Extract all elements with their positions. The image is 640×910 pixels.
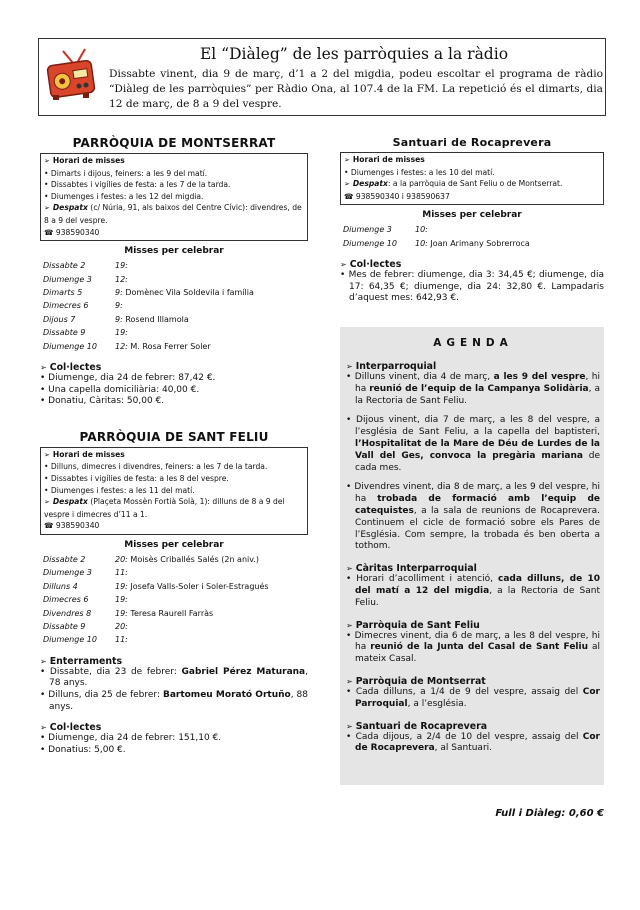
santfeliu-schedule-heading <box>44 449 304 462</box>
mass-name: M. Rosa Ferrer Soler <box>127 341 211 351</box>
santfeliu-schedule-box <box>40 447 308 535</box>
heading-text: Càritas Interparroquial <box>355 563 477 575</box>
list-item <box>40 690 308 713</box>
list-item: • Mes de febrer: diumenge, dia 3: 34,45 €; diumenge, dia 17: 64,35 €; diumenge, dia 24: 32,80 €. Lampadaris d’aquest mes: 642,93 €. <box>340 270 604 304</box>
radio-banner <box>38 38 606 116</box>
mass-time: 12: <box>115 341 128 351</box>
item-bold: Cor Parroquial <box>355 686 600 709</box>
mass-row <box>40 273 308 286</box>
montserrat-schedule-box <box>40 153 308 241</box>
rocaprevera-masses-title: Misses per celebrar <box>422 210 522 221</box>
mass-time: 19: <box>115 581 128 591</box>
mass-row <box>40 633 308 646</box>
mass-value <box>115 340 308 353</box>
list-item: • Una capella domiciliària: 40,00 €. <box>40 384 200 395</box>
mass-value <box>115 620 308 633</box>
arrow-icon: ➢ <box>346 676 353 686</box>
mass-time: 20: <box>115 621 128 631</box>
schedule-line: • Dissabtes i vigílies de festa: a les 7 de la tarda. <box>44 180 231 190</box>
schedule-line: • Diumenges i festes: a les 11 del matí. <box>44 485 195 495</box>
list-item: • Donatiu, Càritas: 50,00 €. <box>40 396 165 407</box>
mass-day: Dimecres 6 <box>43 595 89 605</box>
agenda-rocaprevera-heading <box>346 721 600 732</box>
santfeliu-title: PARRÒQUIA DE SANT FELIU <box>79 429 269 444</box>
mass-time: 19: <box>115 595 128 605</box>
mass-name: Josefa Valls-Soler i Soler-Estragués <box>127 581 269 591</box>
mass-day: Dissabte 9 <box>43 621 86 631</box>
mass-row <box>40 259 308 272</box>
enterraments-list <box>40 667 308 713</box>
mass-row <box>40 553 308 566</box>
mass-value <box>115 633 308 646</box>
arrow-icon: ➢ <box>344 180 350 189</box>
schedule-line: • Diumenges i festes: a les 10 del matí. <box>344 167 495 177</box>
mass-row <box>340 237 604 250</box>
heading-text: Col·lectes <box>49 722 102 734</box>
agenda-item <box>346 415 600 474</box>
mass-day: Diumenge 3 <box>43 274 92 284</box>
arrow-icon: ➢ <box>346 620 353 630</box>
item-bold: Cor de Rocaprevera <box>355 731 600 754</box>
mass-row <box>40 286 308 299</box>
heading-text: Horari de misses <box>52 449 125 459</box>
price-footer: Full i Diàleg: 0,60 € <box>495 808 604 819</box>
mass-time: 19: <box>115 608 128 618</box>
agenda-item <box>346 687 600 711</box>
santfeliu-collectes <box>40 733 308 756</box>
arrow-icon: ➢ <box>346 362 353 371</box>
deceased-name: Bartomeu Morató Ortuño <box>162 689 291 700</box>
item-text: • Dilluns, dia 25 de febrer: <box>40 689 163 700</box>
agenda-box <box>340 327 604 785</box>
item-text: , al Santuari. <box>434 743 493 754</box>
mass-name: Domènec Vila Soldevila i família <box>122 287 254 297</box>
enterraments-heading <box>40 656 308 667</box>
list-item: • Diumenge, dia 24 de febrer: 87,42 €. <box>40 373 216 383</box>
arrow-icon: ➢ <box>44 450 50 459</box>
rocaprevera-masses-list <box>340 223 604 250</box>
item-bold: reunió de l’equip de la Campanya Solidària <box>369 383 589 394</box>
mass-value <box>115 313 308 326</box>
mass-time: 11: <box>115 568 128 578</box>
mass-day: Divendres 8 <box>43 608 92 618</box>
mass-value <box>415 223 604 236</box>
agenda-item <box>346 631 600 666</box>
item-bold: l’Hospitalitat de la Mare de Déu de Lurdes de la Vall del Ges, convoca la pregària mariana <box>355 438 600 461</box>
item-text: • Divendres vinent, dia 8 de març, a les 9 del vespre, hi ha <box>346 482 600 505</box>
mass-value <box>115 273 308 286</box>
mass-value <box>115 593 308 606</box>
mass-value <box>115 580 308 593</box>
mass-value <box>115 553 308 566</box>
arrow-icon: ➢ <box>346 564 353 574</box>
item-text: • Cada dilluns, a 1/4 de 9 del vespre, assaig del <box>346 686 583 697</box>
heading-text: Interparroquial <box>355 361 437 372</box>
mass-value <box>415 237 604 250</box>
mass-row <box>40 566 308 579</box>
heading-text: Horari de misses <box>52 156 125 165</box>
heading-text: Col·lectes <box>49 362 102 373</box>
mass-row <box>40 593 308 606</box>
mass-day: Diumenge 10 <box>343 238 397 248</box>
banner-title: El “Diàleg” de les parròquies a la ràdio <box>199 45 509 63</box>
heading-text: Santuari de Rocaprevera <box>355 720 488 732</box>
arrow-icon: ➢ <box>44 498 50 507</box>
mass-day: Dimecres 6 <box>43 301 89 311</box>
mass-day: Dissabte 2 <box>43 261 86 271</box>
list-item: • Donatius: 5,00 €. <box>40 744 126 755</box>
item-text: , a la sala de reunions de Rocaprevera. Continuem el cicle de formació sobre els Pares de l’Església. Com sempre, la trobada és ben oberta a tothom. <box>355 505 600 552</box>
heading-text: Col·lectes <box>349 259 402 271</box>
mass-day: Dilluns 4 <box>43 581 78 591</box>
interparroquial-heading <box>346 361 600 372</box>
schedule-line: • Diumenges i festes: a les 12 del migdia. <box>44 191 204 201</box>
agenda-item <box>346 372 600 407</box>
item-text: , a l’església. <box>407 698 467 709</box>
arrow-icon: ➢ <box>346 721 353 731</box>
mass-day: Dimarts 5 <box>43 287 83 297</box>
agenda-santfeliu-heading <box>346 620 600 631</box>
mass-time: 9: <box>115 287 123 297</box>
item-bold: trobada de formació amb l’equip de catequistes <box>355 494 600 516</box>
mass-time: 10: <box>415 238 428 248</box>
mass-row <box>40 313 308 326</box>
item-text: • Dissabte, dia 23 de febrer: <box>40 666 182 677</box>
phone-line: ☎ 938590340 <box>44 227 100 237</box>
mass-day: Dijous 7 <box>43 314 76 324</box>
mass-time: 9: <box>115 301 123 311</box>
mass-name: Moisès Criballés Salés (2n aniv.) <box>127 554 260 564</box>
phone-line: ☎ 938590340 i 938590637 <box>344 191 450 201</box>
mass-row <box>40 607 308 620</box>
mass-value <box>115 299 308 312</box>
phone-line: ☎ 938590340 <box>44 521 100 531</box>
rocaprevera-collectes-heading <box>340 259 604 270</box>
banner-text: Dissabte vinent, dia 9 de març, d’1 a 2 del migdia, podeu escoltar el programa de ràdio “Diàleg de les parròquies” per Ràdio Ona, al 107.4 de la FM. La repetició és el dimarts, dia 12 de març, de 8 a 9 del vespre. <box>109 68 603 110</box>
heading-text: Horari de misses <box>352 155 425 164</box>
montserrat-masses-list <box>40 259 308 353</box>
schedule-line: • Dissabtes i vigílies de festa: a les 8 del vespre. <box>44 473 229 483</box>
arrow-icon: ➢ <box>44 157 50 165</box>
heading-text: Enterraments <box>49 655 123 667</box>
heading-text: Parròquia de Sant Feliu <box>355 619 480 631</box>
item-bold: reunió de la Junta del Casal de Sant Feliu <box>370 642 588 653</box>
arrow-icon: ➢ <box>40 656 47 666</box>
agenda-montserrat-heading <box>346 676 600 687</box>
mass-time: 11: <box>115 635 128 645</box>
agenda-item <box>346 732 600 756</box>
despatx-text: (Plaçeta Mossèn Fortià Solà, 1): dilluns de 8 a 9 del vespre i dimecres d’11 a 1. <box>44 497 285 519</box>
radio-icon <box>45 47 97 103</box>
deceased-name: Gabriel Pérez Maturana <box>181 666 306 677</box>
item-bold: a les 9 del vespre <box>493 372 586 382</box>
mass-value <box>115 259 308 272</box>
mass-time: 9: <box>115 314 123 324</box>
mass-time: 19: <box>115 261 128 271</box>
mass-value <box>115 607 308 620</box>
item-text: , 88 anys. <box>49 689 308 712</box>
montserrat-masses-title: Misses per celebrar <box>124 246 224 257</box>
santfeliu-masses-list <box>40 553 308 647</box>
schedule-line: • Dimarts i dijous, feiners: a les 9 del matí. <box>44 168 208 178</box>
arrow-icon: ➢ <box>340 260 347 270</box>
mass-name: Rosend Illamola <box>122 314 189 324</box>
right-column <box>340 136 604 305</box>
item-text: , a la Rectoria de Sant Feliu. <box>355 383 600 406</box>
list-item <box>40 667 308 690</box>
item-text: • Dijous vinent, dia 7 de març, a les 8 del vespre, a l’església de Sant Feliu, a la capella del baptisteri, <box>346 415 600 438</box>
mass-value <box>115 286 308 299</box>
rocaprevera-collectes <box>340 270 604 305</box>
mass-day: Diumenge 10 <box>43 341 97 351</box>
left-column <box>40 136 308 756</box>
item-text: • Cada dijous, a 2/4 de 10 del vespre, assaig del <box>346 731 583 742</box>
item-text: • Dimecres vinent, dia 6 de març, a les 8 del vespre, hi ha <box>346 630 600 653</box>
item-text: • Dilluns vinent, dia 4 de març, <box>346 372 494 382</box>
arrow-icon: ➢ <box>44 204 50 213</box>
mass-day: Dissabte 2 <box>43 554 86 564</box>
santfeliu-masses-title: Misses per celebrar <box>124 539 224 550</box>
arrow-icon: ➢ <box>40 723 47 733</box>
despatx-line <box>44 496 304 520</box>
agenda-item <box>346 574 600 609</box>
mass-row <box>40 620 308 633</box>
santfeliu-collectes-heading <box>40 722 308 733</box>
list-item: • Diumenge, dia 24 de febrer: 151,10 €. <box>40 733 222 744</box>
item-text: al mateix Casal. <box>355 642 600 665</box>
mass-row <box>40 299 308 312</box>
agenda-title: AGENDA <box>433 337 513 349</box>
despatx-line <box>344 178 600 191</box>
mass-row <box>40 326 308 339</box>
item-text: , 78 anys. <box>49 666 308 689</box>
montserrat-collectes-heading <box>40 362 308 373</box>
despatx-label: Despatx <box>52 203 88 213</box>
despatx-text: (c/ Núria, 91, als baixos del Centre Cívic): divendres, de 8 a 9 del vespre. <box>44 203 302 225</box>
despatx-text: : a la parròquia de Sant Feliu o de Montserrat. <box>387 179 563 189</box>
mass-day: Dissabte 9 <box>43 328 86 338</box>
mass-day: Diumenge 3 <box>343 225 392 235</box>
mass-name: Teresa Raurell Farràs <box>127 608 214 618</box>
schedule-line: • Dilluns, dimecres i divendres, feiners: a les 7 de la tarda. <box>44 462 268 472</box>
mass-time: 12: <box>115 274 128 284</box>
despatx-label: Despatx <box>352 179 388 189</box>
mass-time: 19: <box>115 328 128 338</box>
agenda-item <box>346 482 600 553</box>
rocaprevera-schedule-box <box>340 152 604 205</box>
mass-name: Joan Arimany Sobrerroca <box>427 238 530 248</box>
item-text: de cada mes. <box>355 450 600 473</box>
mass-value <box>115 326 308 339</box>
despatx-label: Despatx <box>52 497 88 507</box>
mass-time: 10: <box>415 225 428 235</box>
item-text: • Horari d’acolliment i atenció, <box>346 574 498 585</box>
montserrat-title: PARRÒQUIA DE MONTSERRAT <box>72 136 276 150</box>
arrow-icon: ➢ <box>344 156 350 164</box>
rocaprevera-title: Santuari de Rocaprevera <box>392 136 552 149</box>
montserrat-schedule-heading <box>44 155 304 168</box>
item-text: , hi ha <box>355 372 601 394</box>
mass-value <box>115 566 308 579</box>
montserrat-collectes <box>40 373 308 408</box>
mass-day: Diumenge 3 <box>43 568 92 578</box>
item-text: , a la Rectoria de Sant Feliu. <box>355 585 600 608</box>
mass-row <box>40 340 308 353</box>
mass-row <box>40 580 308 593</box>
caritas-heading <box>346 563 600 574</box>
item-bold: cada dilluns, de 10 del matí a 12 del migdia <box>355 574 600 596</box>
mass-day: Diumenge 10 <box>43 635 97 645</box>
rocaprevera-schedule-heading <box>344 154 600 167</box>
mass-row <box>340 223 604 236</box>
arrow-icon: ➢ <box>40 363 47 372</box>
heading-text: Parròquia de Montserrat <box>355 675 486 687</box>
despatx-line <box>44 202 304 226</box>
mass-time: 20: <box>115 554 128 564</box>
